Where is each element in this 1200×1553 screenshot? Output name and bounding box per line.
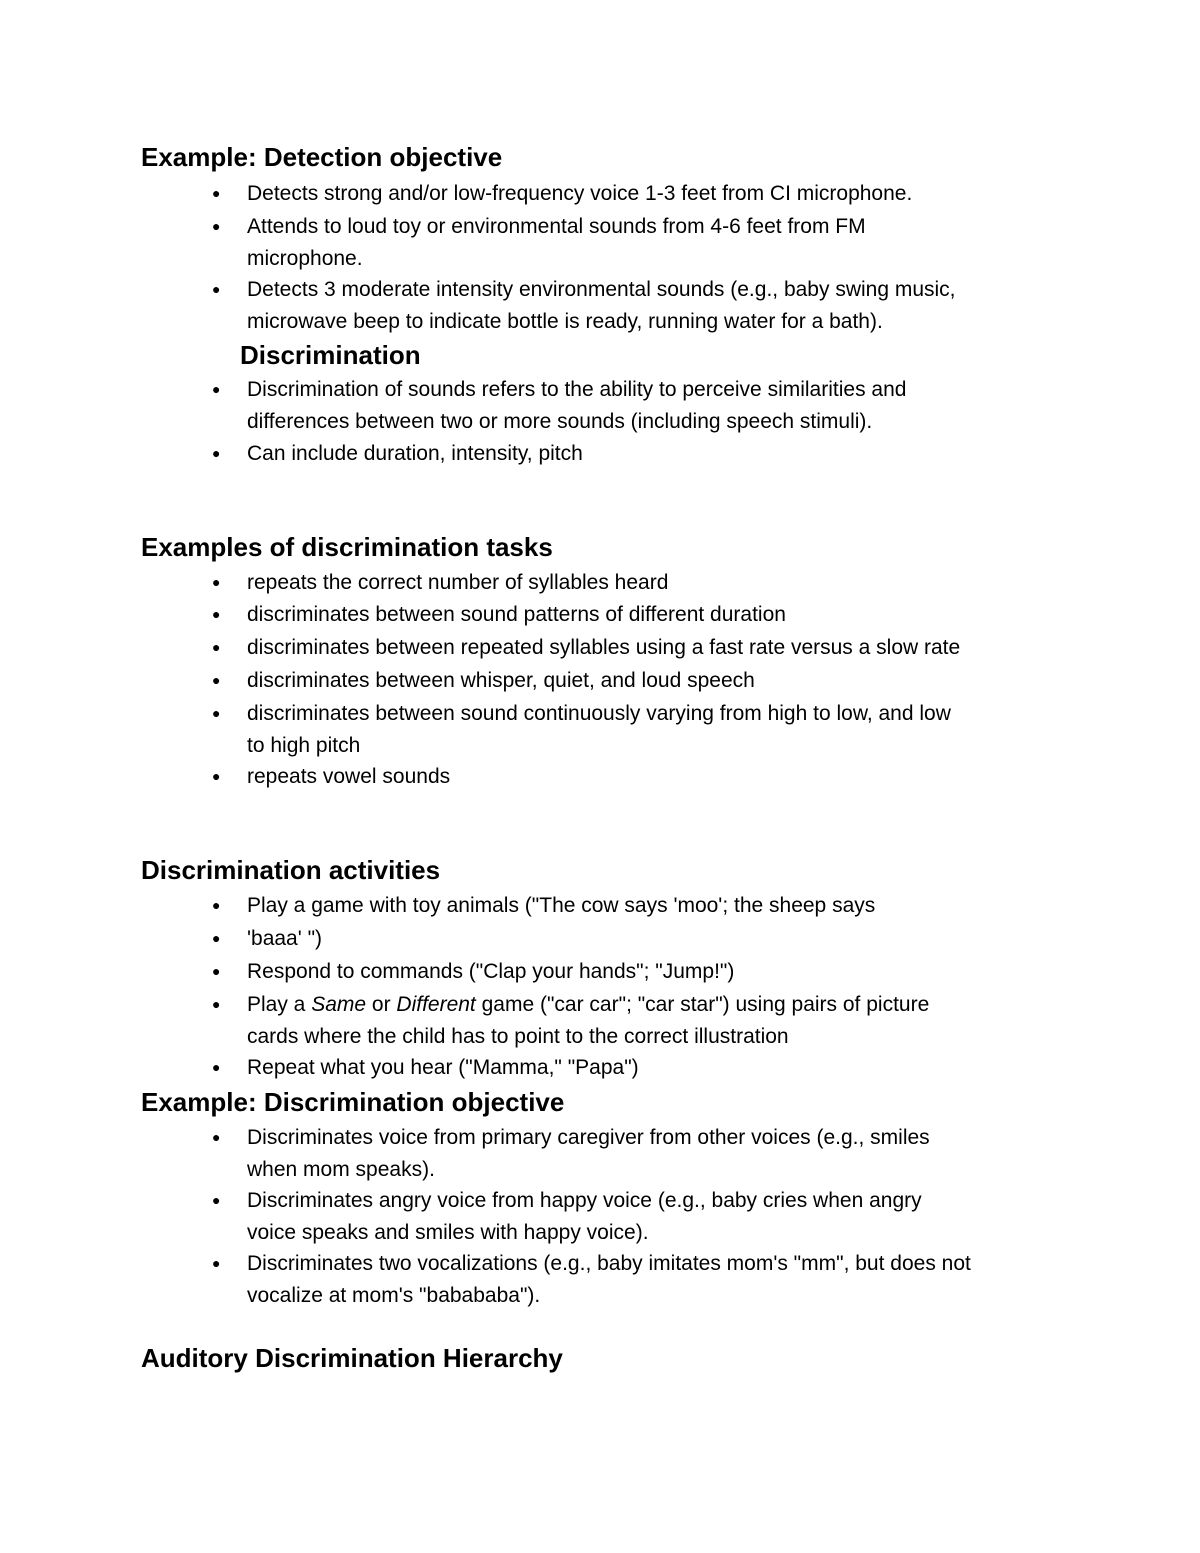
bullet-icon: ● (212, 1255, 221, 1271)
bullet-icon: ● (212, 281, 221, 297)
list-item-text: Detects 3 moderate intensity environmental sounds (e.g., baby swing music, microwave beep to indicate bottle is ready, running water for a bath). (247, 278, 956, 333)
list-item-text-part: or (366, 993, 397, 1016)
list-item-text: Play a game with toy animals ("The cow says 'moo'; the sheep says (247, 894, 876, 917)
list-item (212, 923, 1092, 955)
bullet-icon: ● (212, 185, 221, 201)
list-item (212, 438, 1092, 470)
list-item (212, 632, 1092, 664)
list-item-text: Discriminates two vocalizations (e.g., baby imitates mom's "mm", but does not vocalize at mom's "babababa"). (247, 1252, 971, 1307)
heading-discrimination-activities: Discrimination activities (141, 855, 441, 885)
list-item-text: discriminates between sound continuously varying from high to low, and low to high pitch (247, 702, 951, 757)
bullet-icon: ● (212, 996, 221, 1012)
list-item (212, 211, 1092, 274)
heading-discrimination-tasks: Examples of discrimination tasks (141, 532, 553, 562)
list-item (212, 761, 1092, 793)
list-item-text: 'baaa' ") (247, 927, 323, 950)
list-item (212, 1052, 1092, 1084)
list-item (212, 1185, 1092, 1248)
list-item-text: Discriminates angry voice from happy voice (e.g., baby cries when angry voice speaks and smiles with happy voice). (247, 1189, 922, 1244)
list-item-text: repeats vowel sounds (247, 765, 451, 788)
bullet-icon: ● (212, 963, 221, 979)
heading-detection-objective: Example: Detection objective (141, 142, 503, 172)
list-item-text: Discrimination of sounds refers to the ability to perceive similarities and differences between two or more sounds (including speech stimuli). (247, 378, 907, 433)
list-item-text: Discriminates voice from primary caregiver from other voices (e.g., smiles when mom speaks). (247, 1126, 930, 1181)
list-item (212, 178, 1092, 210)
bullet-icon: ● (212, 897, 221, 913)
list-item (212, 567, 1092, 599)
bullet-icon: ● (212, 381, 221, 397)
list-item-text-part: game ("car car"; "car star") using pairs of picture cards where the child has to point to the correct illustration (247, 993, 930, 1048)
bullet-icon: ● (212, 1129, 221, 1145)
emphasis-same: Same (311, 993, 367, 1016)
bullet-icon: ● (212, 768, 221, 784)
list-item (212, 890, 1092, 922)
bullet-icon: ● (212, 930, 221, 946)
bullet-icon: ● (212, 445, 221, 461)
list-item-text: Attends to loud toy or environmental sounds from 4-6 feet from FM microphone. (247, 215, 866, 270)
list-item (212, 1122, 1092, 1185)
list-item (212, 374, 1092, 437)
list-item (212, 1248, 1092, 1311)
list-item-text: Respond to commands ("Clap your hands"; "Jump!") (247, 960, 735, 983)
list-item-text: Can include duration, intensity, pitch (247, 442, 583, 465)
bullet-icon: ● (212, 606, 221, 622)
bullet-icon: ● (212, 672, 221, 688)
heading-auditory-discrimination-hierarchy: Auditory Discrimination Hierarchy (141, 1343, 563, 1373)
list-item-text: discriminates between repeated syllables using a fast rate versus a slow rate (247, 636, 961, 659)
bullet-icon: ● (212, 639, 221, 655)
list-item (212, 989, 1092, 1052)
list-item-text: Repeat what you hear ("Mamma," "Papa") (247, 1056, 639, 1079)
emphasis-different: Different (396, 993, 476, 1016)
list-item (212, 665, 1092, 697)
list-item (212, 274, 1092, 337)
list-item-text (247, 989, 1092, 1052)
bullet-icon: ● (212, 1059, 221, 1075)
list-item-text: discriminates between sound patterns of different duration (247, 603, 786, 626)
list-item (212, 698, 1092, 761)
list-item-text: discriminates between whisper, quiet, and loud speech (247, 669, 755, 692)
list-item-text: Detects strong and/or low-frequency voice 1-3 feet from CI microphone. (247, 182, 913, 205)
heading-discrimination: Discrimination (240, 340, 421, 370)
list-item-text: repeats the correct number of syllables heard (247, 571, 669, 594)
list-item-text-part: Play a (247, 993, 312, 1016)
bullet-icon: ● (212, 574, 221, 590)
heading-discrimination-objective: Example: Discrimination objective (141, 1087, 565, 1117)
bullet-icon: ● (212, 218, 221, 234)
bullet-icon: ● (212, 1192, 221, 1208)
list-item (212, 956, 1092, 988)
list-item (212, 599, 1092, 631)
bullet-icon: ● (212, 705, 221, 721)
